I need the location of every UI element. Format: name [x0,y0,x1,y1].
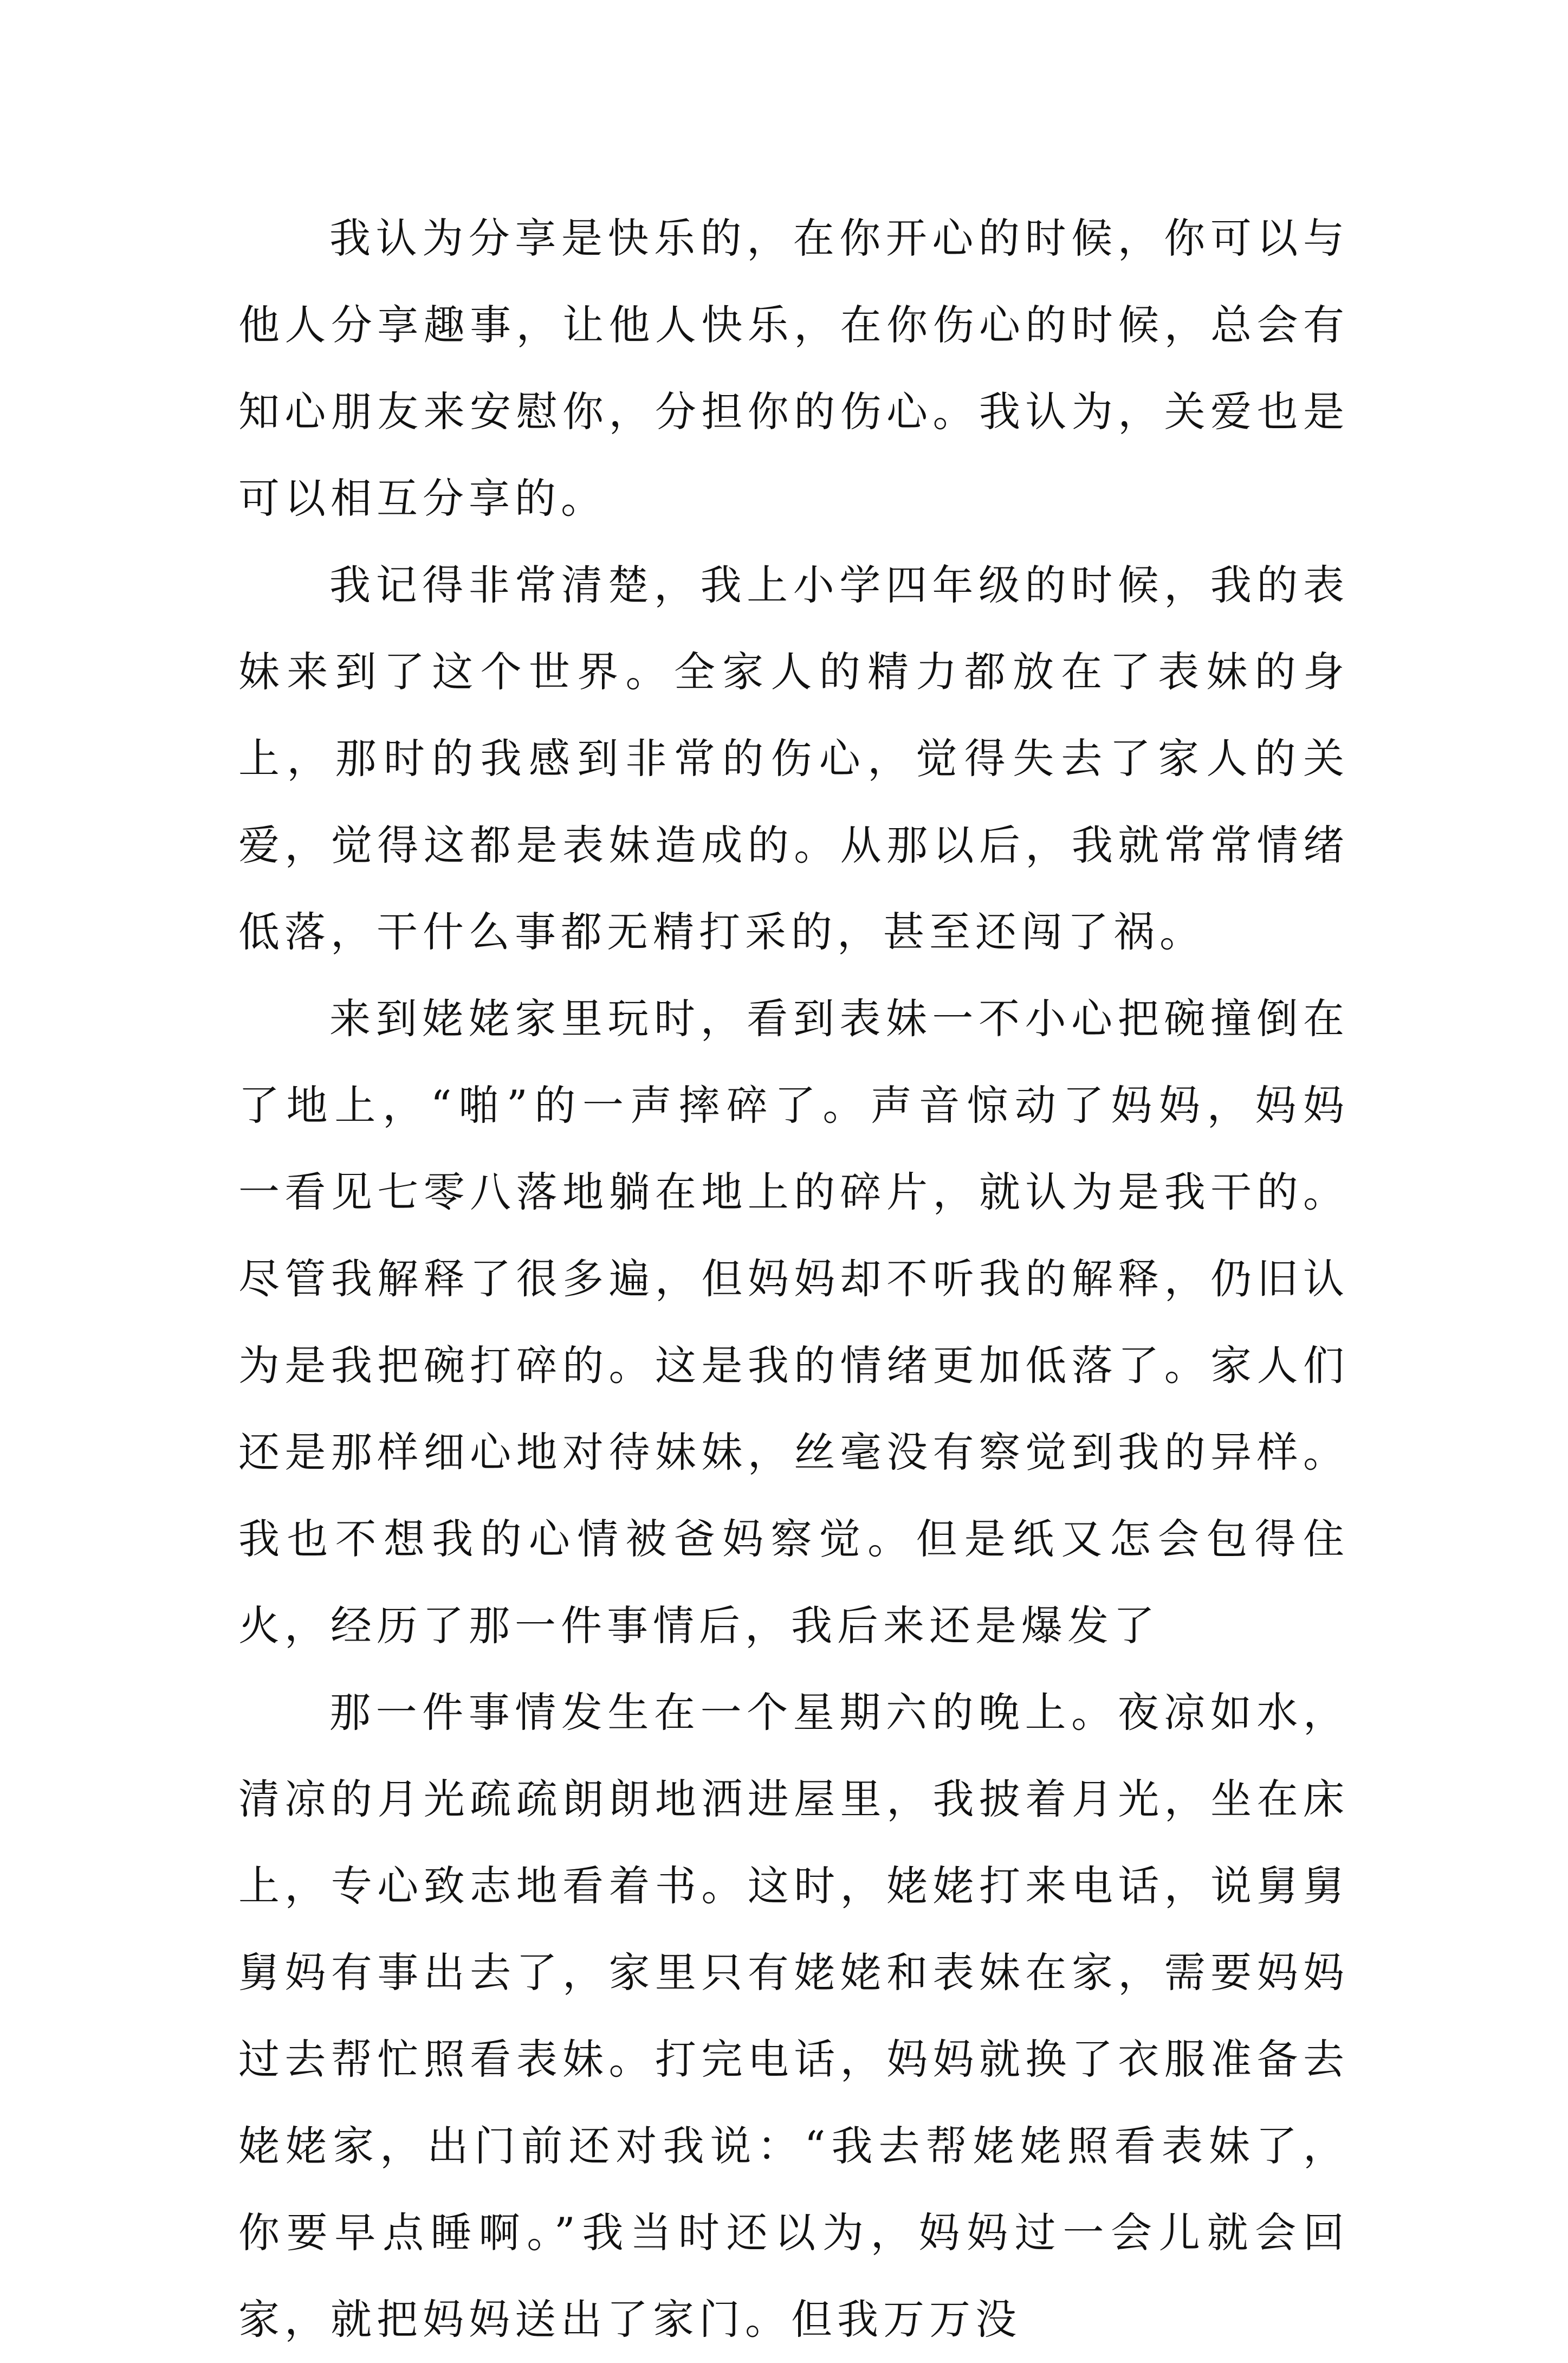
paragraph-1: 我认为分享是快乐的，在你开心的时候，你可以与他人分享趣事，让他人快乐，在你伤心的时候，总会有知心朋友来安慰你，分担你的伤心。我认为，关爱也是可以相互分享的。 [238,214,1349,522]
paragraph-2: 我记得非常清楚，我上小学四年级的时候，我的表妹来到了这个世界。全家人的精力都放在了表妹的身上，那时的我感到非常的伤心，觉得失去了家人的关爱，觉得这都是表妹造成的。从那以后，我就常常情绪低落，干什么事都无精打采的，甚至还闯了祸。 [238,561,1349,956]
document-page [238,195,1349,2363]
paragraph-4: 那一件事情发生在一个星期六的晚上。夜凉如水，清凉的月光疏疏朗朗地洒进屋里，我披着月光，坐在床上，专心致志地看着书。这时，姥姥打来电话，说舅舅舅妈有事出去了，家里只有姥姥和表妹在家，需要妈妈过去帮忙照看表妹。打完电话，妈妈就换了衣服准备去姥姥家，出门前还对我说：“我去帮姥姥照看表妹了，你要早点睡啊。”我当时还以为，妈妈过一会儿就会回家，就把妈妈送出了家门。但我万万没 [238,1688,1349,2343]
paragraph-3: 来到姥姥家里玩时，看到表妹一不小心把碗撞倒在了地上，“啪”的一声摔碎了。声音惊动了妈妈，妈妈一看见七零八落地躺在地上的碎片，就认为是我干的。尽管我解释了很多遍，但妈妈却不听我的解释，仍旧认为是我把碗打碎的。这是我的情绪更加低落了。家人们还是那样细心地对待妹妹，丝毫没有察觉到我的异样。我也不想我的心情被爸妈察觉。但是纸又怎会包得住火，经历了那一件事情后，我后来还是爆发了 [238,995,1349,1650]
